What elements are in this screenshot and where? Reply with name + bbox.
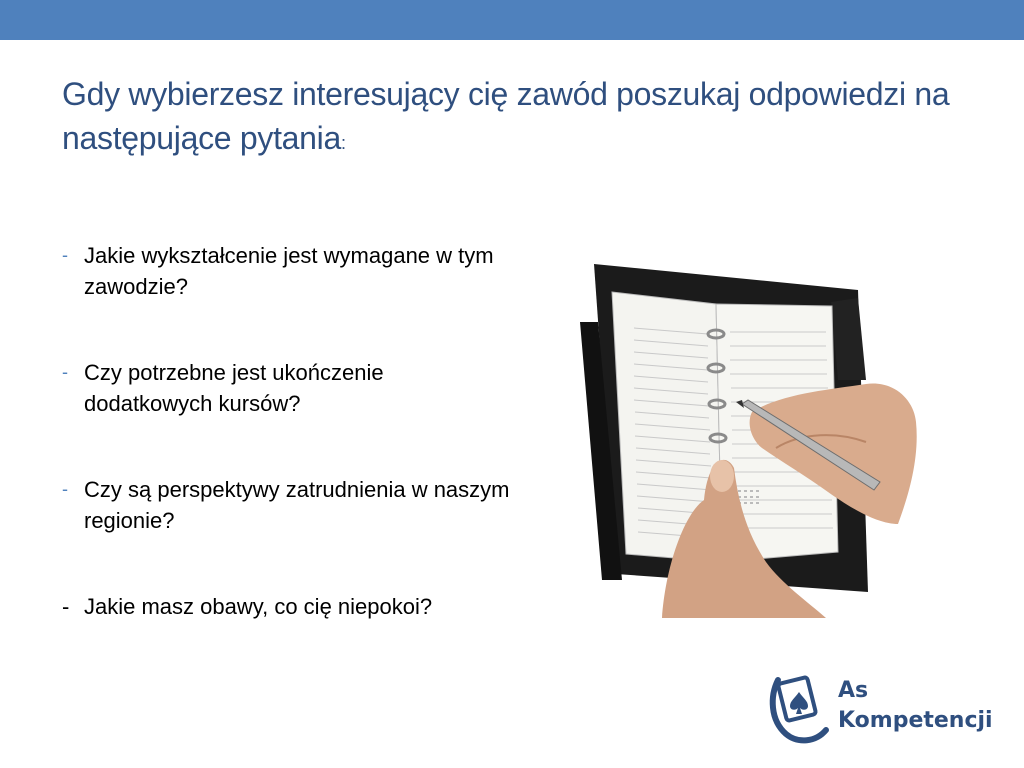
as-kompetencji-logo	[768, 672, 998, 752]
top-accent-bar	[0, 0, 1024, 40]
bullet-marker: -	[62, 479, 68, 499]
slide-title-colon: :	[340, 133, 346, 153]
list-item-text: Czy potrzebne jest ukończenie dodatkowych kursów?	[84, 360, 384, 416]
logo-text-line1: As	[838, 678, 869, 703]
list-item-text: Czy są perspektywy zatrudnienia w naszym regionie?	[84, 477, 510, 533]
planner-writing-photo	[576, 262, 964, 618]
question-list	[62, 240, 512, 677]
bullet-marker: -	[62, 594, 70, 619]
list-item-text: Jakie wykształcenie jest wymagane w tym zawodzie?	[84, 243, 494, 299]
list-item	[62, 591, 512, 622]
list-item	[62, 357, 512, 419]
slide-title-text: Gdy wybierzesz interesujący cię zawód poszukaj odpowiedzi na następujące pytania	[62, 76, 950, 156]
logo-emblem-icon	[768, 672, 832, 752]
bullet-marker: -	[62, 245, 68, 265]
list-item	[62, 474, 512, 536]
slide-title	[62, 72, 962, 165]
logo-text-line2: Kompetencji	[838, 708, 993, 733]
list-item	[62, 240, 512, 302]
list-item-text: Jakie masz obawy, co cię niepokoi?	[84, 594, 433, 619]
bullet-marker: -	[62, 362, 68, 382]
